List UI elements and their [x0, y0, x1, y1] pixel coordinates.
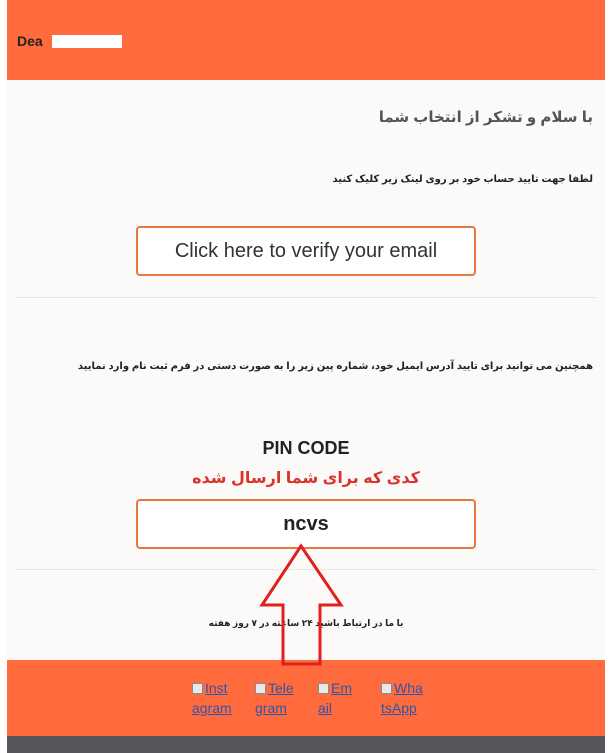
- pin-code-box: ncvs: [136, 499, 476, 549]
- verify-instruction: لطفا جهت تایید حساب خود بر روی لینک زیر کلیک کنید: [332, 174, 593, 185]
- email-header: [7, 0, 605, 80]
- manual-pin-instruction: همچنین می توانید برای تایید آدرس ایمیل خود، شماره پین زیر را به صورت دستی در فرم ثبت نام وارد نمایید: [77, 361, 593, 372]
- email-footer: [7, 660, 605, 736]
- bottom-bar: [7, 736, 605, 753]
- verify-email-button[interactable]: Click here to verify your email: [136, 226, 476, 276]
- contact-text: با ما در ارتباط باشید ۲۴ ساعته در ۷ روز هفته: [208, 618, 404, 628]
- instagram-label: Instagram: [192, 680, 232, 716]
- salutation-text: با سلام و تشکر از انتخاب شما: [378, 109, 593, 126]
- divider: [17, 297, 595, 298]
- email-label: Email: [318, 680, 352, 716]
- email-link[interactable]: [318, 678, 356, 718]
- divider: [17, 569, 595, 570]
- telegram-label: Telegram: [255, 680, 294, 716]
- whatsapp-icon: [381, 683, 392, 694]
- pin-code-subtitle: کدی که برای شما ارسال شده: [192, 470, 420, 487]
- whatsapp-link[interactable]: [381, 678, 423, 718]
- redacted-name: [52, 35, 122, 48]
- email-body: [7, 0, 605, 753]
- telegram-link[interactable]: [255, 678, 297, 718]
- email-icon: [318, 683, 329, 694]
- whatsapp-label: WhatsApp: [381, 680, 423, 716]
- greeting-text: Dea: [17, 33, 43, 49]
- instagram-icon: [192, 683, 203, 694]
- pin-code-title: PIN CODE: [262, 438, 350, 458]
- telegram-icon: [255, 683, 266, 694]
- instagram-link[interactable]: [192, 678, 234, 718]
